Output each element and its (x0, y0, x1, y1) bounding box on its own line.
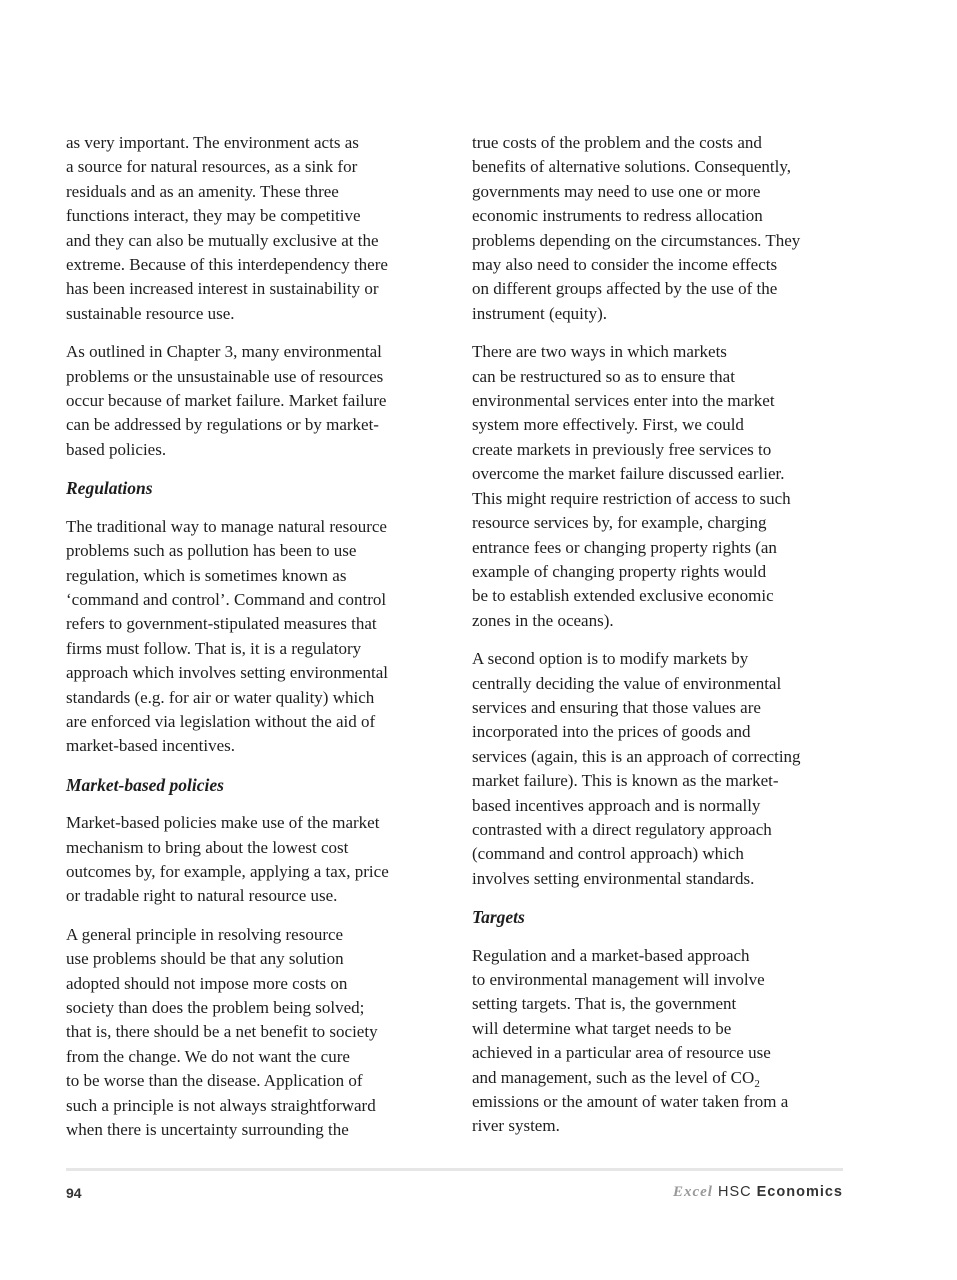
paragraph (472, 944, 844, 1139)
text-line: firms must follow. That is, it is a regulatory (66, 638, 362, 658)
text-line: that is, there should be a net benefit to society (66, 1022, 378, 1042)
heading-targets: Targets (472, 907, 525, 928)
text-line: mechanism to bring about the lowest cost (66, 837, 349, 857)
right-column (472, 131, 844, 1153)
text-line: and they can also be mutually exclusive at the (66, 230, 379, 250)
brand-hsc: HSC (717, 1184, 752, 1200)
text-line: society than does the problem being solved; (66, 998, 365, 1017)
text-line: overcome the market failure discussed earlier. (472, 464, 785, 484)
co2-subscript: 2 (754, 1077, 760, 1090)
text-line: approach which involves setting environmental (66, 663, 388, 683)
text-line: may also need to consider the income effects (472, 255, 778, 275)
paragraph (66, 340, 438, 462)
text-line: extreme. Because of this interdependency there (66, 255, 388, 275)
text-line: instrument (equity). (472, 303, 608, 323)
text-line: market failure). This is known as the market- (472, 771, 779, 791)
text-line: problems depending on the circumstances. They (472, 230, 801, 250)
text-line: sustainable resource use. (66, 303, 235, 323)
text-line: adopted should not impose more costs on (66, 973, 348, 993)
text-line: services and ensuring that those values are (472, 697, 761, 717)
paragraph (472, 340, 844, 633)
text-line: services (again, this is an approach of correcting (472, 746, 801, 766)
text-line: true costs of the problem and the costs and (472, 133, 762, 152)
text-line: has been increased interest in sustainability or (66, 279, 379, 299)
text-line: regulation, which is sometimes known as (66, 565, 347, 585)
text-line: standards (e.g. for air or water quality) which (66, 687, 375, 707)
text-line: a source for natural resources, as a sink for (66, 157, 358, 177)
book-title (673, 1184, 843, 1201)
text-line: ‘command and control’. Command and control (66, 589, 387, 609)
text-line: be to establish extended exclusive economic (472, 586, 774, 606)
text-line: economic instruments to redress allocation (472, 206, 763, 226)
text-line: (command and control approach) which (472, 844, 744, 864)
text-line: This might require restriction of access to such (472, 488, 791, 508)
text-line: residuals and as an amenity. These three (66, 181, 339, 201)
text-line: can be restructured so as to ensure that (472, 366, 735, 386)
text-line: problems such as pollution has been to use (66, 541, 357, 561)
text-line: will determine what target needs to be (472, 1018, 732, 1038)
brand-economics: Economics (756, 1184, 843, 1200)
text-line-co2 (472, 1066, 844, 1090)
text-line: The traditional way to manage natural resource (66, 516, 387, 536)
text-line: setting targets. That is, the government (472, 994, 737, 1014)
text-line: Market-based policies make use of the market (66, 813, 380, 833)
text-line: benefits of alternative solutions. Consequently, (472, 157, 791, 177)
text-line: entrance fees or changing property rights (an (472, 537, 777, 557)
text-line: from the change. We do not want the cure (66, 1046, 350, 1066)
text-line: contrasted with a direct regulatory approach (472, 819, 772, 839)
text-line: zones in the oceans). (472, 610, 614, 630)
text-line: when there is uncertainty surrounding the (66, 1120, 349, 1140)
text-line: centrally deciding the value of environmental (472, 673, 782, 693)
page-number: 94 (66, 1185, 82, 1201)
text-line: as very important. The environment acts as (66, 133, 359, 152)
paragraph (66, 923, 438, 1143)
text-line: or tradable right to natural resource use. (66, 886, 338, 906)
paragraph (66, 811, 438, 909)
text-line: As outlined in Chapter 3, many environmental (66, 342, 382, 362)
text-line: problems or the unsustainable use of resources (66, 366, 384, 386)
text-line: example of changing property rights would (472, 561, 767, 581)
text-line: based incentives approach and is normally (472, 795, 761, 815)
text-line: environmental services enter into the market (472, 391, 775, 411)
text-line: use problems should be that any solution (66, 949, 344, 969)
text-line: resource services by, for example, charging (472, 513, 767, 533)
text-line: to be worse than the disease. Application of (66, 1071, 363, 1091)
text-line: river system. (472, 1116, 560, 1136)
text-line: create markets in previously free services to (472, 439, 772, 459)
text-line: incorporated into the prices of goods and (472, 722, 751, 742)
text-line: system more effectively. First, we could (472, 415, 744, 435)
text-line: based policies. (66, 439, 167, 459)
paragraph (66, 131, 438, 326)
text-line: such a principle is not always straightforward (66, 1095, 376, 1115)
heading-market-based-policies: Market-based policies (66, 774, 224, 795)
text-line: Regulation and a market-based approach (472, 945, 750, 965)
text-line: to environmental management will involve (472, 970, 765, 989)
text-line: refers to government-stipulated measures that (66, 614, 377, 634)
text-line: A general principle in resolving resource (66, 924, 344, 944)
brand-excel: Excel (672, 1184, 713, 1200)
text-line: are enforced via legislation without the aid of (66, 711, 376, 731)
heading-regulations: Regulations (66, 478, 153, 499)
text-line: There are two ways in which markets (472, 342, 727, 362)
text-line: market-based incentives. (66, 736, 235, 756)
text-line: occur because of market failure. Market failure (66, 391, 387, 411)
left-column (66, 131, 438, 1156)
co2-text: and management, such as the level of CO (472, 1067, 755, 1087)
text-line: A second option is to modify markets by (472, 649, 749, 669)
text-line: outcomes by, for example, applying a tax, price (66, 861, 389, 881)
text-line: involves setting environmental standards. (472, 868, 755, 888)
text-line: governments may need to use one or more (472, 181, 761, 201)
footer-rule (66, 1168, 843, 1171)
paragraph (66, 515, 438, 759)
text-line: functions interact, they may be competitive (66, 206, 361, 226)
text-line: emissions or the amount of water taken from a (472, 1092, 789, 1112)
paragraph (472, 647, 844, 891)
paragraph (472, 131, 844, 326)
text-line: can be addressed by regulations or by market- (66, 415, 379, 435)
text-line: achieved in a particular area of resource use (472, 1043, 771, 1063)
text-line: on different groups affected by the use of the (472, 279, 778, 299)
